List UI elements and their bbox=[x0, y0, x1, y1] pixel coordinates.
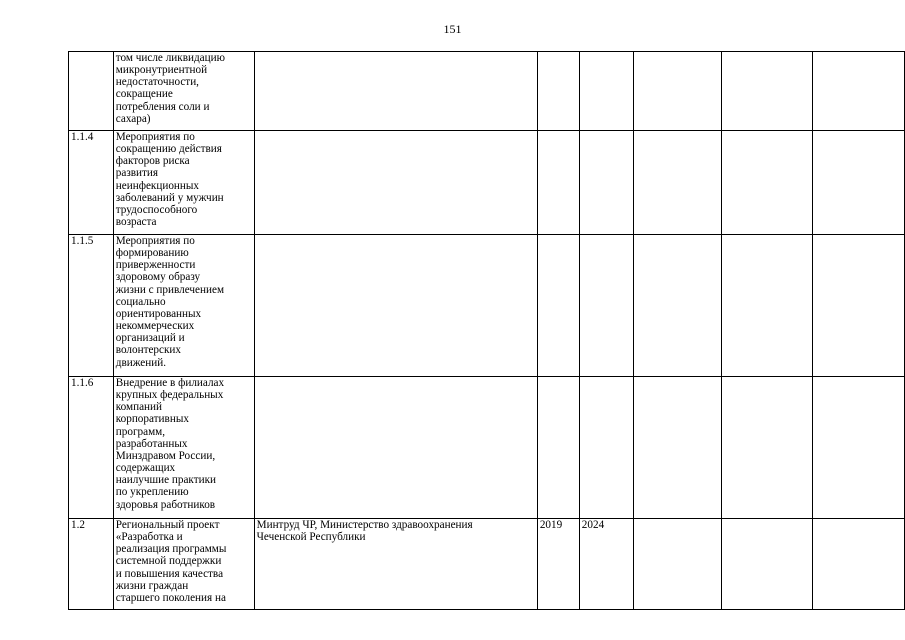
description-cell: Внедрение в филиалах крупных федеральных компаний корпоративных программ, разработанных Минздравом России, содержащих наилучшие практики по укреплению здоровья работников bbox=[113, 377, 254, 519]
item-number-cell bbox=[69, 52, 114, 131]
page-number: 151 bbox=[443, 22, 462, 36]
start-year-cell bbox=[537, 52, 579, 131]
description-cell: том числе ликвидацию микронутриентной недостаточности, сокращение потребления соли и сахара) bbox=[113, 52, 254, 131]
empty-cell bbox=[633, 377, 721, 519]
activities-table bbox=[68, 51, 905, 610]
table-row bbox=[69, 52, 905, 131]
end-year-cell bbox=[579, 377, 633, 519]
empty-cell bbox=[722, 52, 813, 131]
table-row bbox=[69, 131, 905, 235]
empty-cell bbox=[633, 235, 721, 377]
end-year-cell: 2024 bbox=[579, 519, 633, 610]
empty-cell bbox=[633, 519, 721, 610]
item-number-cell: 1.1.4 bbox=[69, 131, 114, 235]
start-year-cell: 2019 bbox=[537, 519, 579, 610]
empty-cell bbox=[633, 52, 721, 131]
end-year-cell bbox=[579, 235, 633, 377]
end-year-cell bbox=[579, 52, 633, 131]
description-cell: Региональный проект «Разработка и реализация программы системной поддержки и повышения качества жизни граждан старшего поколения на bbox=[113, 519, 254, 610]
empty-cell bbox=[813, 131, 905, 235]
empty-cell bbox=[813, 377, 905, 519]
item-number-cell: 1.1.6 bbox=[69, 377, 114, 519]
description-cell: Мероприятия по сокращению действия факторов риска развития неинфекционных заболеваний у мужчин трудоспособного возраста bbox=[113, 131, 254, 235]
start-year-cell bbox=[537, 235, 579, 377]
item-number-cell: 1.2 bbox=[69, 519, 114, 610]
empty-cell bbox=[722, 131, 813, 235]
responsible-cell bbox=[254, 52, 537, 131]
responsible-cell bbox=[254, 377, 537, 519]
empty-cell bbox=[722, 235, 813, 377]
table-row bbox=[69, 235, 905, 377]
table-row bbox=[69, 377, 905, 519]
responsible-cell bbox=[254, 131, 537, 235]
responsible-cell bbox=[254, 235, 537, 377]
empty-cell bbox=[813, 235, 905, 377]
empty-cell bbox=[633, 131, 721, 235]
start-year-cell bbox=[537, 131, 579, 235]
start-year-cell bbox=[537, 377, 579, 519]
empty-cell bbox=[813, 519, 905, 610]
responsible-cell: Минтруд ЧР, Министерство здравоохранения Чеченской Республики bbox=[254, 519, 537, 610]
empty-cell bbox=[813, 52, 905, 131]
item-number-cell: 1.1.5 bbox=[69, 235, 114, 377]
description-cell: Мероприятия по формированию приверженности здоровому образу жизни с привлечением социально ориентированных некоммерческих организаций и волонтерских движений. bbox=[113, 235, 254, 377]
empty-cell bbox=[722, 519, 813, 610]
empty-cell bbox=[722, 377, 813, 519]
end-year-cell bbox=[579, 131, 633, 235]
table-row bbox=[69, 519, 905, 610]
